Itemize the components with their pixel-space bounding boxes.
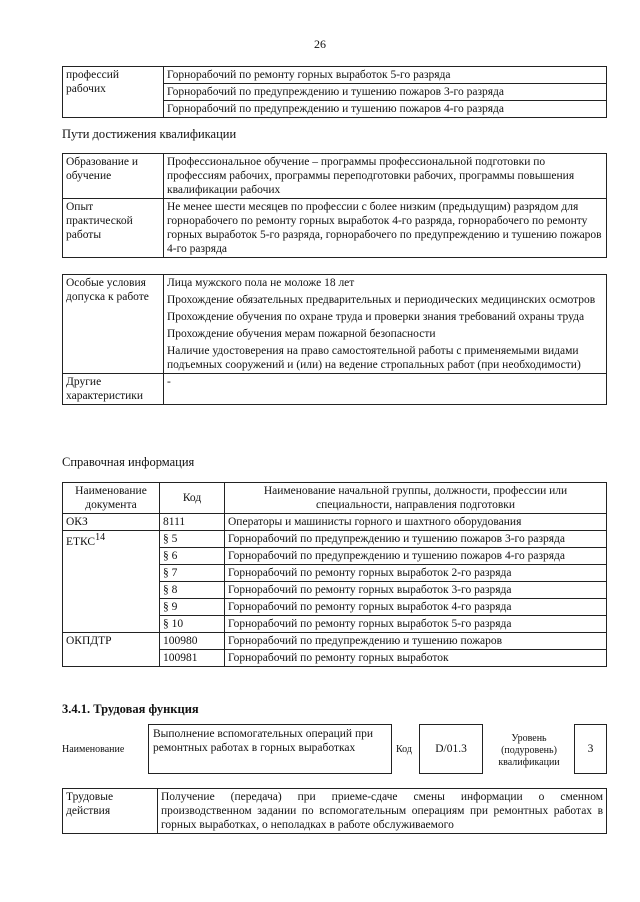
ref-name: Горнорабочий по предупреждению и тушению пожаров 3-го разряда — [225, 531, 607, 548]
function-name-label: Наименование — [62, 744, 125, 755]
professions-label-line: рабочих — [66, 83, 106, 95]
actions-value: Получение (передача) при приеме-сдаче смены информации о сменном производственном задании по вспомогательным операциям при ремонтных работах в горных выработках, о неполадках в работе обслуживаемого — [158, 789, 607, 834]
reference-heading: Справочная информация — [62, 455, 195, 469]
other-label: Другие характеристики — [63, 374, 164, 405]
ref-code: § 7 — [160, 565, 225, 582]
professions-label-cell — [63, 67, 164, 118]
ref-name: Горнорабочий по предупреждению и тушению пожаров 4-го разряда — [225, 548, 607, 565]
ref-code: § 5 — [160, 531, 225, 548]
ref-name: Горнорабочий по ремонту горных выработок 3-го разряда — [225, 582, 607, 599]
professions-label-line: профессий — [66, 69, 120, 81]
profession-row: Горнорабочий по ремонту горных выработок 5-го разряда — [164, 67, 607, 84]
paths-heading: Пути достижения квалификации — [62, 127, 237, 141]
ref-code: § 9 — [160, 599, 225, 616]
profession-row: Горнорабочий по предупреждению и тушению пожаров 4-го разряда — [164, 101, 607, 118]
education-label: Образование и обучение — [63, 154, 164, 199]
ref-doc-etks — [63, 531, 160, 633]
reference-table — [62, 482, 607, 667]
function-heading: 3.4.1. Трудовая функция — [62, 702, 199, 716]
ref-doc-okz: ОКЗ — [63, 514, 160, 531]
education-value: Профессиональное обучение – программы профессиональной подготовки по профессиям рабочих, программы переподготовки рабочих, программы повышения квалификации рабочих — [164, 154, 607, 199]
ref-code: 100980 — [160, 633, 225, 650]
ref-header-code: Код — [160, 483, 225, 514]
conditions-items — [164, 275, 607, 374]
ref-name: Операторы и машинисты горного и шахтного оборудования — [225, 514, 607, 531]
ref-header-name: Наименование начальной группы, должности, профессии или специальности, направления подготовки — [225, 483, 607, 514]
function-level-label: Уровень (подуровень) квалификации — [498, 733, 560, 768]
other-value: - — [164, 374, 607, 405]
ref-code: § 6 — [160, 548, 225, 565]
ref-code: 100981 — [160, 650, 225, 667]
paths-table — [62, 153, 607, 258]
ref-name: Горнорабочий по ремонту горных выработок 2-го разряда — [225, 565, 607, 582]
condition-item: Лица мужского пола не моложе 18 лет — [167, 277, 355, 289]
actions-label: Трудовые действия — [63, 789, 158, 834]
page-number: 26 — [314, 37, 326, 51]
ref-name: Горнорабочий по ремонту горных выработок 4-го разряда — [225, 599, 607, 616]
ref-name: Горнорабочий по предупреждению и тушению пожаров — [225, 633, 607, 650]
conditions-table — [62, 274, 607, 405]
ref-code: § 8 — [160, 582, 225, 599]
conditions-label: Особые условия допуска к работе — [63, 275, 164, 374]
function-code-value: D/01.3 — [419, 724, 483, 774]
footnote-ref: 14 — [95, 532, 106, 543]
ref-header-doc: Наименование документа — [63, 483, 160, 514]
ref-name: Горнорабочий по ремонту горных выработок 5-го разряда — [225, 616, 607, 633]
function-level-value: 3 — [574, 724, 607, 774]
condition-item: Прохождение обучения мерам пожарной безопасности — [167, 328, 436, 340]
function-code-label: Код — [396, 744, 412, 755]
condition-item: Прохождение обязательных предварительных и периодических медицинских осмотров — [167, 294, 596, 306]
ref-name: Горнорабочий по ремонту горных выработок — [225, 650, 607, 667]
ref-doc-etks-label: ЕТКС — [66, 535, 96, 548]
ref-doc-okpdtr: ОКПДТР — [63, 633, 160, 667]
function-name-value: Выполнение вспомогательных операций при ремонтных работах в горных выработках — [148, 724, 392, 774]
condition-item: Прохождение обучения по охране труда и проверки знания требований охраны труда — [167, 311, 585, 323]
ref-code: 8111 — [160, 514, 225, 531]
professions-table — [62, 66, 607, 118]
ref-code: § 10 — [160, 616, 225, 633]
experience-label: Опыт практической работы — [63, 199, 164, 258]
experience-value: Не менее шести месяцев по профессии с более низким (предыдущим) разрядом для горнорабочего по ремонту горных выработок 4-го разряда, горнорабочего по ремонту горных выработок 5-го разряда, горнорабочего по предупреждению и тушению пожаров 4-го разряда — [164, 199, 607, 258]
condition-item: Наличие удостоверения на право самостоятельной работы с применяемыми видами подъемных сооружений и (или) на ведение стропальных работ (при необходимости) — [167, 345, 581, 371]
profession-row: Горнорабочий по предупреждению и тушению пожаров 3-го разряда — [164, 84, 607, 101]
actions-table — [62, 788, 607, 834]
